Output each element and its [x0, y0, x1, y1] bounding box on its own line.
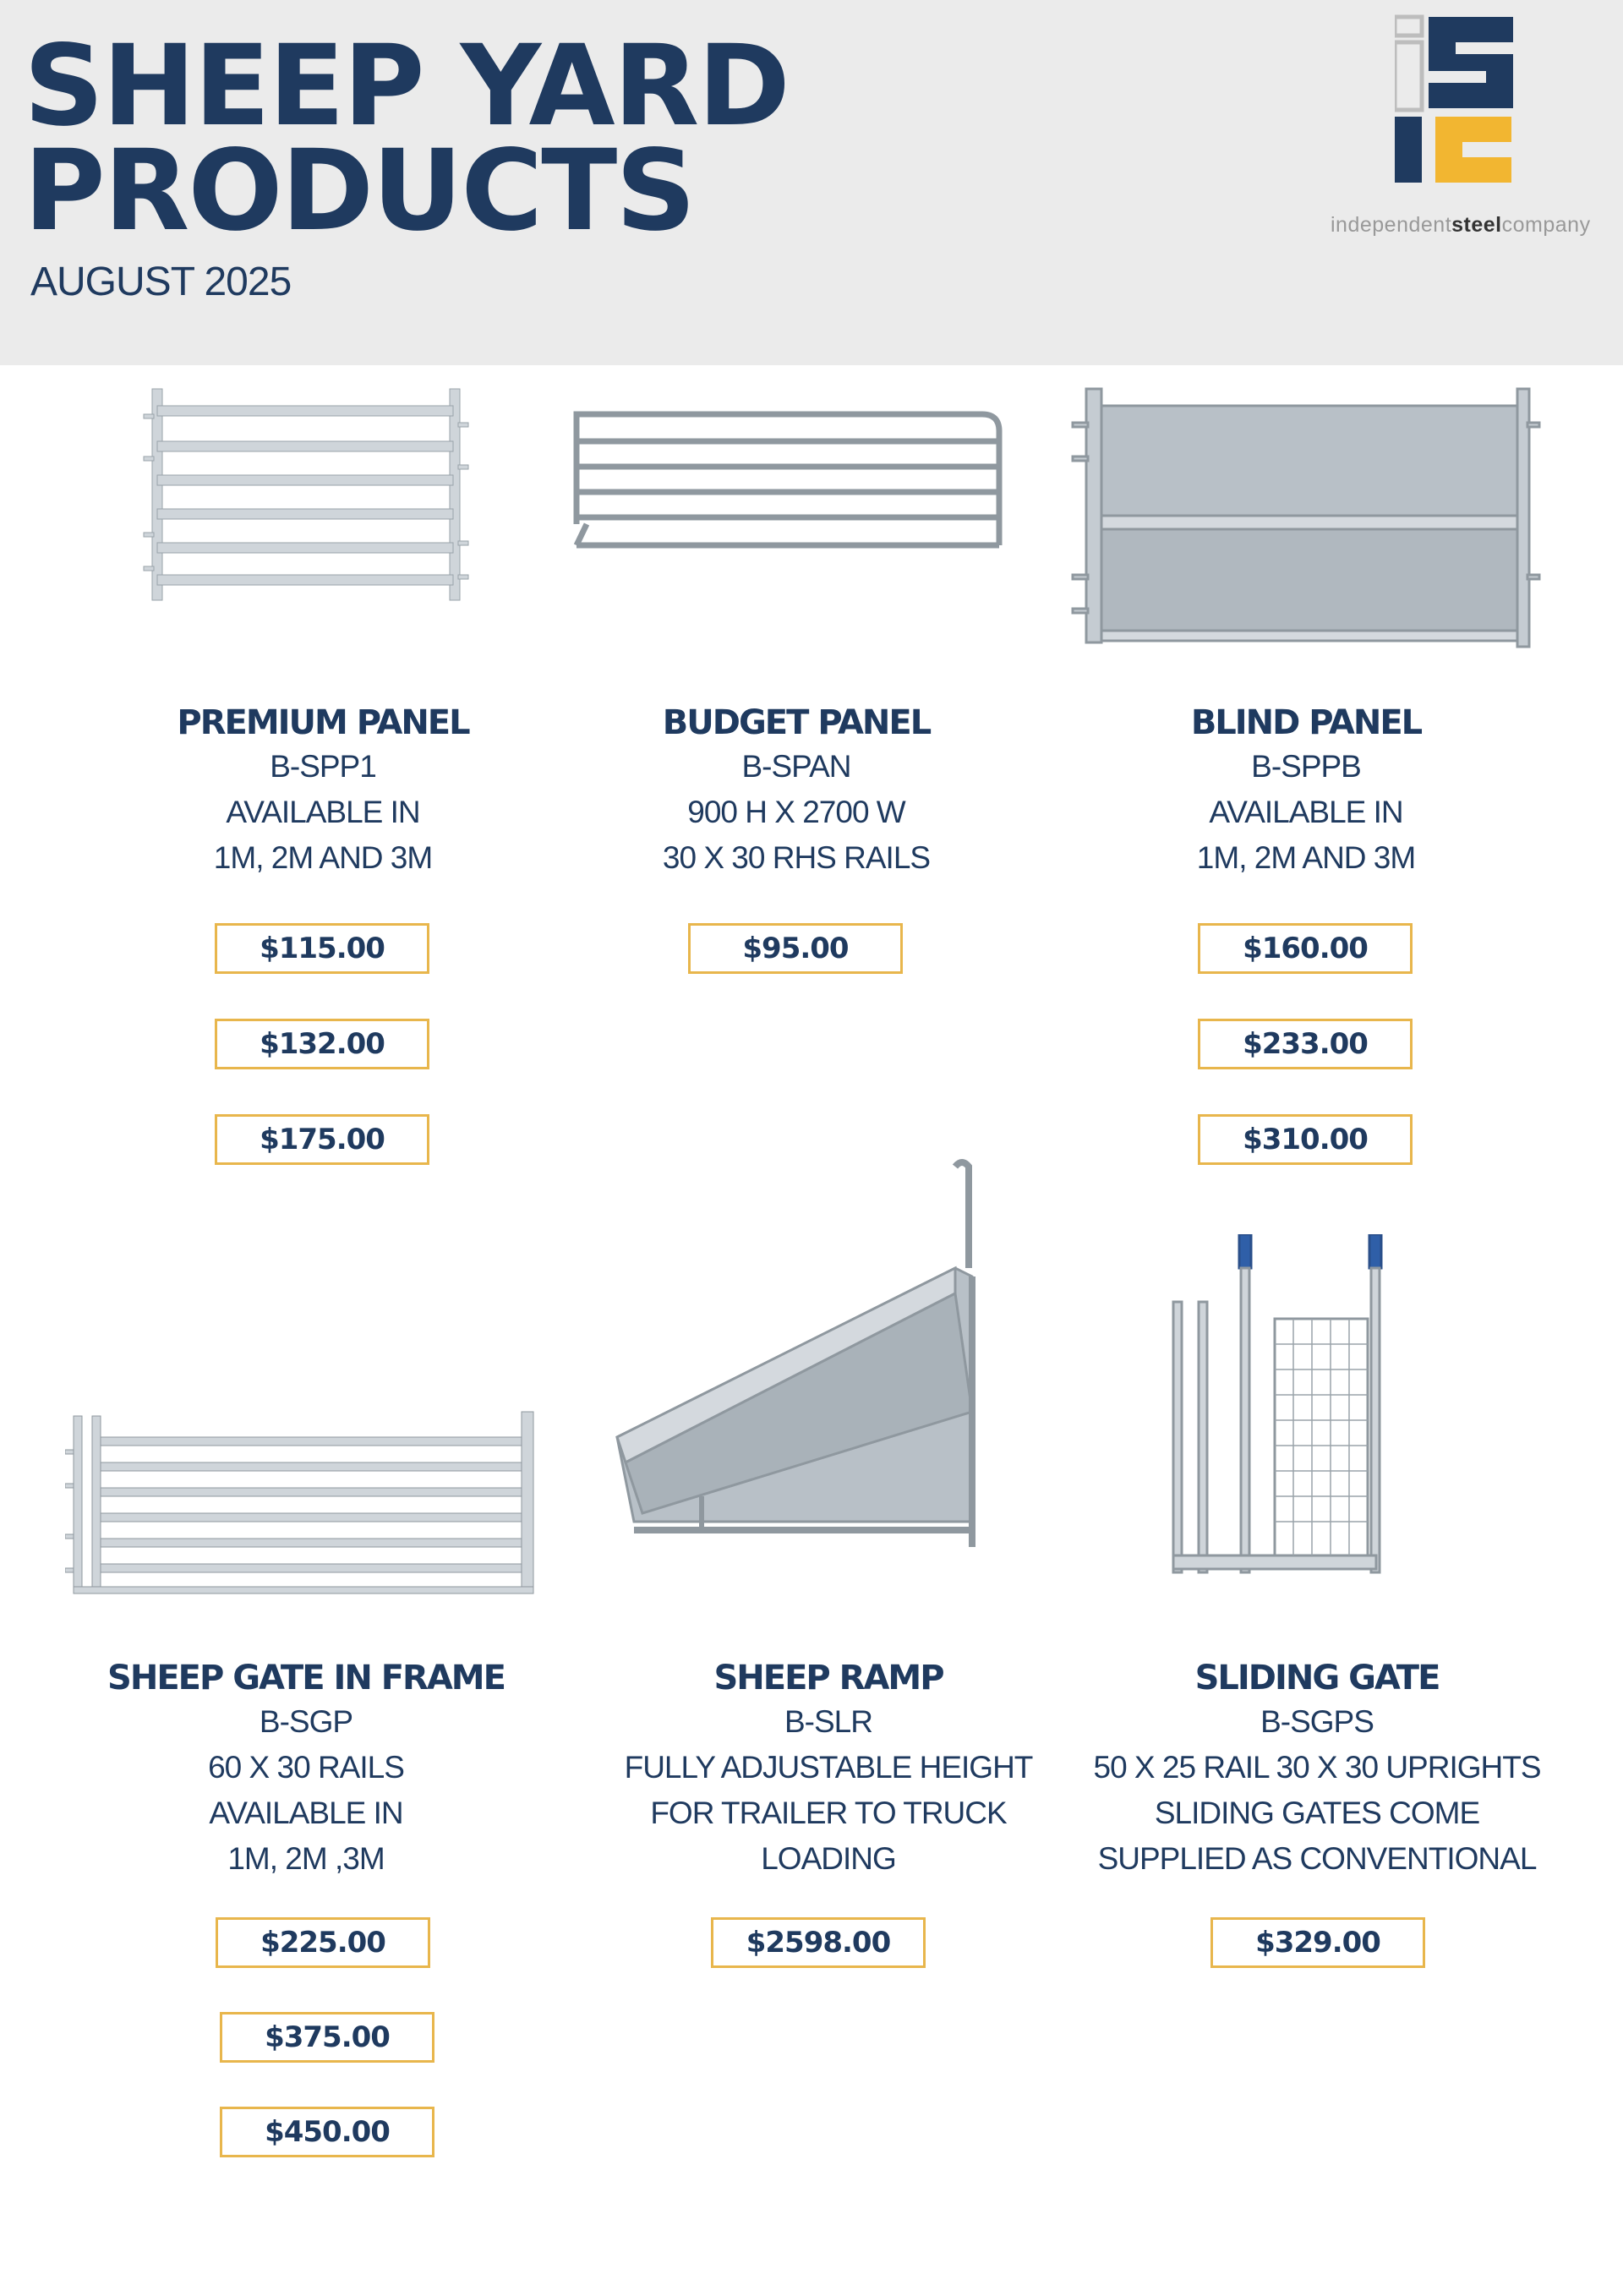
product-blind-panel: [1052, 372, 1560, 1175]
product-detail-line: 1M, 2M AND 3M: [213, 840, 433, 875]
product-name: SHEEP GATE IN FRAME: [107, 1659, 505, 1697]
sheep-gate-image: [65, 1399, 547, 1602]
title-line-1: SHEEP YARD: [24, 21, 789, 151]
logo-wordmark: independentsteelcompany: [1331, 213, 1591, 237]
product-detail-line: 1M, 2M ,3M: [227, 1841, 385, 1876]
product-detail-line: SLIDING GATES COME: [1154, 1796, 1480, 1830]
title-line-2: PRODUCTS: [24, 126, 695, 256]
product-detail-line: 50 X 25 RAIL 30 X 30 UPRIGHTS: [1093, 1750, 1541, 1785]
product-name: PREMIUM PANEL: [177, 703, 469, 742]
product-detail-line: FULLY ADJUSTABLE HEIGHT: [624, 1750, 1033, 1785]
price-tag: $132.00: [215, 1019, 429, 1069]
product-detail-line: AVAILABLE IN: [209, 1796, 403, 1830]
product-premium-panel: [69, 372, 577, 1175]
product-code: B-SLR: [784, 1704, 872, 1739]
product-code: B-SPAN: [741, 749, 851, 784]
price-tag: $225.00: [216, 1917, 430, 1968]
product-detail-line: AVAILABLE IN: [1209, 795, 1403, 829]
price-tag: $115.00: [215, 923, 429, 974]
product-detail-line: 30 X 30 RHS RAILS: [662, 840, 931, 875]
price-tag: $233.00: [1198, 1019, 1413, 1069]
price-tag: $450.00: [220, 2107, 434, 2157]
price-tag: $2598.00: [711, 1917, 926, 1968]
page-date: AUGUST 2025: [30, 260, 292, 304]
product-name: BLIND PANEL: [1190, 703, 1422, 742]
blind-panel-image: [1069, 380, 1543, 651]
budget-panel-image: [568, 389, 1025, 558]
sliding-gate-image: [1148, 1234, 1486, 1589]
price-tag: $175.00: [215, 1114, 429, 1165]
premium-panel-image: [137, 380, 475, 617]
product-detail-line: 1M, 2M AND 3M: [1196, 840, 1416, 875]
product-detail-line: SUPPLIED AS CONVENTIONAL: [1097, 1841, 1537, 1876]
product-budget-panel: [543, 372, 1050, 981]
product-sliding-gate: [1063, 1158, 1571, 2004]
product-detail-line: 900 H X 2700 W: [687, 795, 905, 829]
product-code: B-SGP: [259, 1704, 353, 1739]
price-tag: $329.00: [1210, 1917, 1425, 1968]
sheep-ramp-image: [600, 1158, 1006, 1564]
product-code: B-SPPB: [1251, 749, 1361, 784]
product-detail-line: 60 X 30 RAILS: [208, 1750, 404, 1785]
product-name: SLIDING GATE: [1194, 1659, 1440, 1697]
product-detail-line: FOR TRAILER TO TRUCK: [650, 1796, 1007, 1830]
product-detail-line: AVAILABLE IN: [226, 795, 420, 829]
price-tag: $160.00: [1198, 923, 1413, 974]
price-tag: $95.00: [688, 923, 903, 974]
product-name: BUDGET PANEL: [662, 703, 931, 742]
product-sheep-ramp: [575, 1158, 1082, 2004]
product-sheep-gate-in-frame: [52, 1158, 560, 2173]
product-code: B-SGPS: [1260, 1704, 1374, 1739]
isc-logo-icon: [1395, 14, 1522, 191]
price-tag: $310.00: [1198, 1114, 1413, 1165]
product-code: B-SPP1: [270, 749, 376, 784]
price-tag: $375.00: [220, 2012, 434, 2063]
company-logo: [1319, 14, 1598, 237]
page-title: [24, 21, 789, 256]
header-band: [0, 0, 1623, 365]
product-name: SHEEP RAMP: [713, 1659, 943, 1697]
product-detail-line: LOADING: [761, 1841, 896, 1876]
